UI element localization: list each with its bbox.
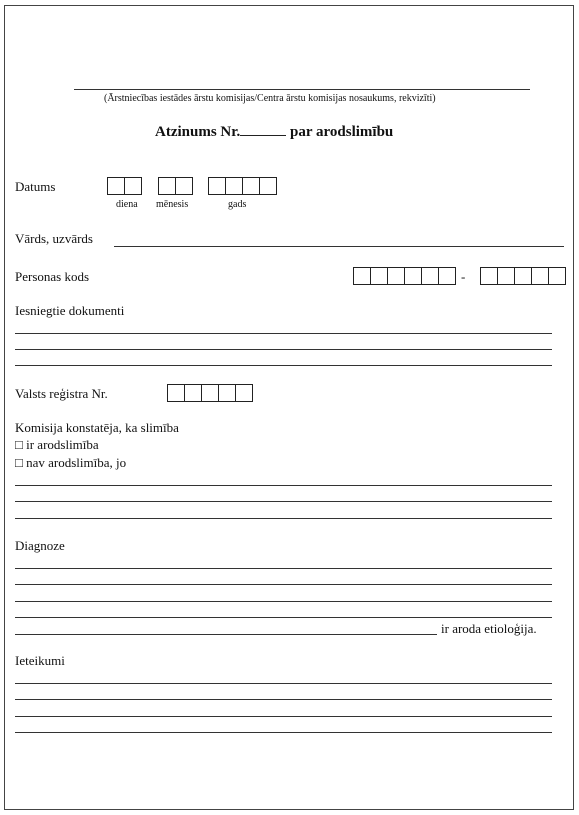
writing-line[interactable]	[15, 485, 552, 486]
option-yes-label: ir arodslimība	[26, 437, 99, 452]
personal-code-part2-boxes[interactable]	[480, 267, 566, 285]
box-cell[interactable]	[175, 177, 193, 195]
registry-label: Valsts reģistra Nr.	[15, 386, 108, 401]
recommendations-label: Ieteikumi	[15, 653, 65, 668]
writing-line[interactable]	[15, 732, 552, 733]
box-cell[interactable]	[225, 177, 243, 195]
title-suffix: par arodslimību	[290, 124, 394, 140]
box-cell[interactable]	[438, 267, 456, 285]
box-cell[interactable]	[242, 177, 260, 195]
checkbox-yes[interactable]: □	[15, 437, 23, 452]
writing-line[interactable]	[15, 699, 552, 700]
box-cell[interactable]	[421, 267, 439, 285]
name-line[interactable]	[114, 246, 564, 247]
option-no-label: nav arodslimība, jo	[26, 455, 127, 470]
registry-boxes[interactable]	[167, 384, 253, 402]
writing-line[interactable]	[15, 349, 552, 350]
day-caption: diena	[116, 199, 138, 210]
writing-line[interactable]	[15, 365, 552, 366]
writing-line[interactable]	[15, 518, 552, 519]
box-cell[interactable]	[514, 267, 532, 285]
date-month-boxes[interactable]	[158, 177, 193, 195]
personal-code-part1-boxes[interactable]	[353, 267, 456, 285]
commission-statement: Komisija konstatēja, ka slimība	[15, 420, 179, 435]
year-caption: gads	[228, 199, 247, 210]
diagnosis-suffix: ir aroda etioloģija.	[441, 621, 537, 636]
box-cell[interactable]	[259, 177, 277, 195]
date-year-boxes[interactable]	[208, 177, 277, 195]
writing-line[interactable]	[15, 617, 552, 618]
institution-line[interactable]	[74, 89, 530, 90]
diagnosis-final-line[interactable]	[15, 634, 437, 635]
title-prefix: Atzinums Nr.	[155, 124, 241, 140]
writing-line[interactable]	[15, 601, 552, 602]
name-label: Vārds, uzvārds	[15, 231, 93, 246]
box-cell[interactable]	[480, 267, 498, 285]
box-cell[interactable]	[235, 384, 253, 402]
writing-line[interactable]	[15, 568, 552, 569]
personal-code-label: Personas kods	[15, 269, 90, 284]
document-title	[155, 123, 393, 141]
writing-line[interactable]	[15, 333, 552, 334]
option-yes[interactable]	[15, 437, 99, 452]
box-cell[interactable]	[497, 267, 515, 285]
box-cell[interactable]	[107, 177, 125, 195]
personal-code-separator: -	[461, 269, 466, 284]
box-cell[interactable]	[184, 384, 202, 402]
writing-line[interactable]	[15, 501, 552, 502]
box-cell[interactable]	[387, 267, 405, 285]
documents-label: Iesniegtie dokumenti	[15, 303, 125, 318]
date-day-boxes[interactable]	[107, 177, 142, 195]
certificate-number-blank[interactable]	[240, 123, 286, 136]
box-cell[interactable]	[158, 177, 176, 195]
writing-line[interactable]	[15, 584, 552, 585]
box-cell[interactable]	[208, 177, 226, 195]
checkbox-no[interactable]: □	[15, 455, 23, 470]
option-no[interactable]	[15, 455, 126, 470]
box-cell[interactable]	[404, 267, 422, 285]
box-cell[interactable]	[370, 267, 388, 285]
box-cell[interactable]	[201, 384, 219, 402]
box-cell[interactable]	[167, 384, 185, 402]
box-cell[interactable]	[124, 177, 142, 195]
box-cell[interactable]	[548, 267, 566, 285]
diagnosis-label: Diagnoze	[15, 538, 65, 553]
box-cell[interactable]	[218, 384, 236, 402]
box-cell[interactable]	[531, 267, 549, 285]
box-cell[interactable]	[353, 267, 371, 285]
writing-line[interactable]	[15, 716, 552, 717]
writing-line[interactable]	[15, 683, 552, 684]
date-label: Datums	[15, 179, 56, 194]
institution-caption: (Ārstniecības iestādes ārstu komisijas/Centra ārstu komisijas nosaukums, rekvizīti)	[104, 93, 436, 104]
month-caption: mēnesis	[156, 199, 189, 210]
